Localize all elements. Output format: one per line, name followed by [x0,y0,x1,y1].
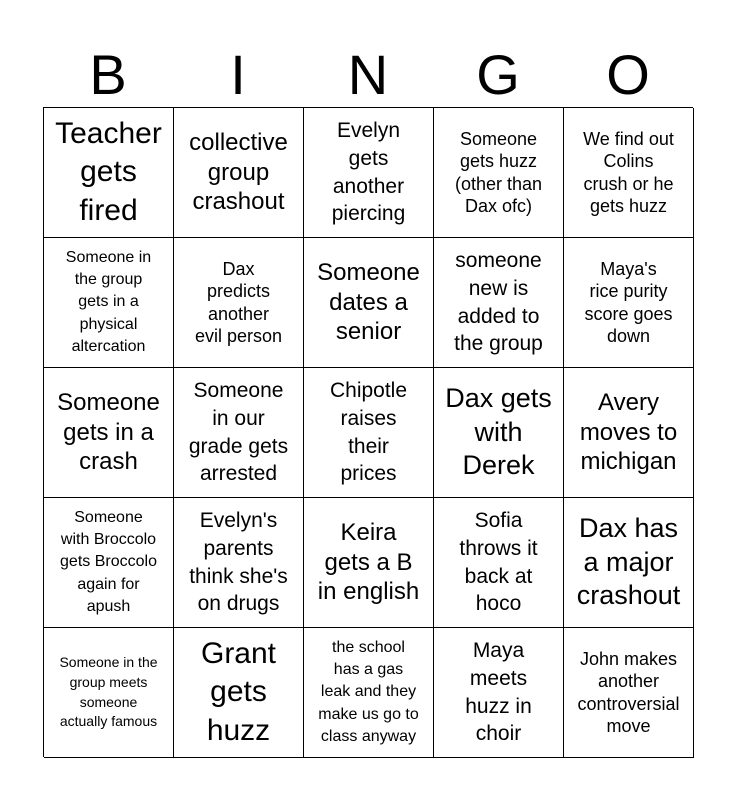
header-letter-o: O [606,43,650,106]
bingo-cell-text: Someone gets huzz (other than Dax ofc) [454,128,543,216]
bingo-cell-r3-c5[interactable] [564,368,694,498]
bingo-cell-text: Sofia throws it back at hoco [459,508,538,616]
bingo-cell-text: Maya meets huzz in choir [465,638,532,746]
header-letter-n: N [347,43,389,106]
bingo-cell-r3-c4[interactable] [434,368,564,498]
bingo-cell-text: Teacher gets fired [55,117,162,227]
bingo-cell-r2-c5[interactable] [564,238,694,368]
bingo-cell-text: someone new is added to the group [454,248,543,356]
bingo-cell-text: the school has a gas leak and they make us go to class anyway [318,639,419,745]
bingo-cell-text: Maya's rice purity score goes down [584,258,673,346]
bingo-cell-text: Someone in our grade gets arrested [188,378,289,486]
bingo-cell-text: Someone with Broccolo gets Broccolo again for apush [60,509,157,615]
bingo-cell-r2-c4[interactable] [434,238,564,368]
bingo-cell-text: Dax gets with Derek [445,383,552,481]
header-letter-g: G [476,43,520,106]
bingo-cell-r2-c3[interactable] [304,238,434,368]
bingo-cell-r5-c3[interactable] [304,628,434,758]
bingo-cell-r5-c2[interactable] [174,628,304,758]
bingo-cell-r5-c4[interactable] [434,628,564,758]
bingo-cell-text: collective group crashout [189,129,288,216]
bingo-cell-text: We find out Colins crush or he gets huzz [583,128,674,216]
bingo-cell-r5-c1[interactable] [44,628,174,758]
bingo-board [43,107,693,757]
bingo-cell-text: Evelyn's parents think she's on drugs [189,508,288,616]
bingo-cell-text: Avery moves to michigan [579,389,678,476]
bingo-cell-r2-c1[interactable] [44,238,174,368]
bingo-cell-text: Someone in the group gets in a physical altercation [65,249,152,355]
bingo-cell-r4-c5[interactable] [564,498,694,628]
bingo-header [43,42,693,108]
bingo-cell-r1-c1[interactable] [44,108,174,238]
bingo-cell-r3-c1[interactable] [44,368,174,498]
bingo-cell-r4-c2[interactable] [174,498,304,628]
bingo-cell-text: Someone dates a senior [317,259,420,346]
bingo-cell-text: John makes another controversial move [577,648,680,736]
bingo-cell-r1-c2[interactable] [174,108,304,238]
bingo-cell-r3-c3[interactable] [304,368,434,498]
header-letter-b: B [89,43,127,106]
bingo-cell-r4-c3[interactable] [304,498,434,628]
bingo-cell-text: Dax predicts another evil person [194,258,283,346]
header-letter-i: I [230,43,246,106]
bingo-cell-r1-c5[interactable] [564,108,694,238]
bingo-cell-r1-c3[interactable] [304,108,434,238]
bingo-cell-r3-c2[interactable] [174,368,304,498]
bingo-cell-r4-c4[interactable] [434,498,564,628]
bingo-cell-text: Dax has a major crashout [576,513,681,611]
bingo-cell-r1-c4[interactable] [434,108,564,238]
bingo-cell-text: Keira gets a B in english [317,519,420,606]
bingo-cell-r5-c5[interactable] [564,628,694,758]
bingo-cell-text: Grant gets huzz [200,637,277,747]
bingo-cell-text: Someone gets in a crash [57,389,160,476]
bingo-cell-text: Someone in the group meets someone actually famous [59,654,158,730]
bingo-cell-r4-c1[interactable] [44,498,174,628]
bingo-cell-text: Evelyn gets another piercing [331,118,406,226]
bingo-cell-r2-c2[interactable] [174,238,304,368]
bingo-cell-text: Chipotle raises their prices [329,378,408,486]
